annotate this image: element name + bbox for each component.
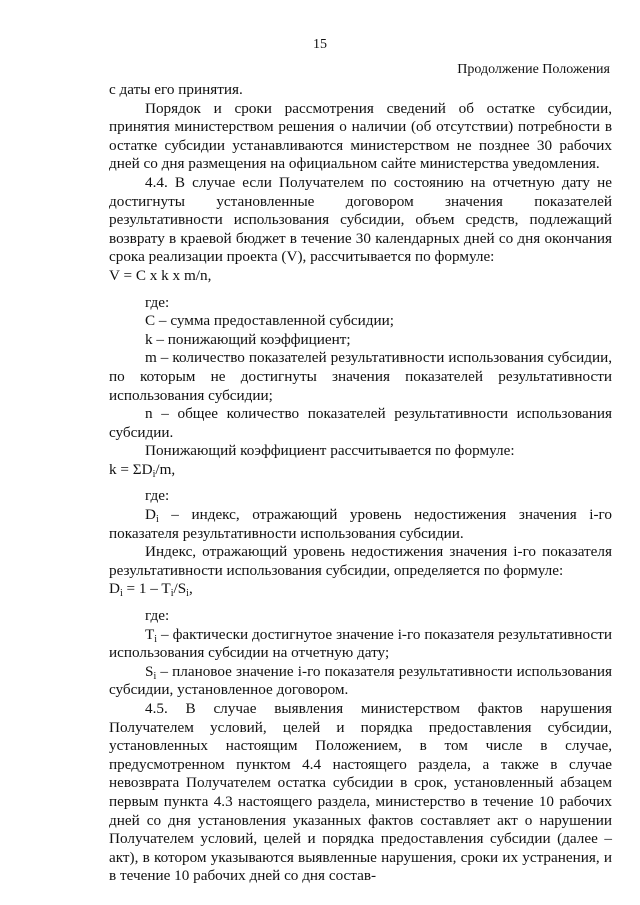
paragraph-review-order: Порядок и сроки рассмотрения сведений об остатке субсидии, принятия министерством решения о наличии (об отсутствии) потребности в остатке субсидии устанавливаются министерством не позднее 30 рабочих дней со дня размещения на официальном сайте министерства уведомления. — [109, 99, 612, 173]
definition-t-text: – фактически достигнутое значение i-го показателя результативности использования субсидии на отчетную дату; — [109, 625, 612, 662]
formula-k — [109, 461, 612, 480]
formula-d-mid: = 1 – T — [122, 580, 171, 598]
definition-t-subscript: i — [154, 633, 158, 645]
document-body — [109, 81, 612, 886]
running-header: Продолжение Положения — [457, 62, 610, 77]
definition-n: n – общее количество показателей результативности использования субсидии. — [109, 405, 612, 441]
definition-d-text: – индекс, отражающий уровень недостижения значения i-го показателя результативности использования субсидии. — [109, 506, 612, 542]
formula-v: V = C x k x m/n, — [109, 266, 212, 284]
definition-s-subscript: i — [153, 670, 157, 682]
paragraph-4-5: 4.5. В случае выявления министерством фактов нарушения Получателем условий, целей и порядка предоставления субсидии, установленных настоящим Положением, в том числе в случае, предусмотренном пунктом 4.4 настоящего раздела, а также в случае невозврата Получателем остатка субсидии в срок, установленный абзацем первым пункта 4.3 настоящего раздела, министерство в течение 10 рабочих дней со дня установления указанных фактов составляет акт о нарушении Получателем условий, целей и порядка предоставления субсидии (далее – акт), в котором указываются выявленные нарушения, сроки их устранения, и в течение 10 рабочих дней со дня состав- — [109, 700, 612, 885]
formula-k-main: k = ΣD — [109, 460, 153, 478]
definition-t-symbol: T — [145, 625, 155, 643]
paragraph-k-intro: Понижающий коэффициент рассчитывается по формуле: — [145, 442, 515, 460]
formula-d-end: , — [188, 580, 193, 598]
paragraph-4-4: 4.4. В случае если Получателем по состоянию на отчетную дату не достигнуты установленные договором значения показателей результативности использования субсидии, объем средств, подлежащий возврату в краевой бюджет в течение 30 календарных дней со дня окончания срока реализации проекта (V), рассчитывается по формуле: — [109, 173, 612, 266]
paragraph-continuation: с даты его принятия. — [109, 81, 243, 98]
paragraph-index: Индекс, отражающий уровень недостижения значения i-го показателя результативности использования субсидии, определяется по формуле: — [109, 543, 612, 579]
formula-k-subscript: i — [152, 468, 156, 480]
definition-s — [109, 663, 612, 700]
formula-d-symbol: D — [109, 580, 120, 598]
definition-d-symbol: D — [145, 506, 156, 524]
formula-s-subscript: i — [186, 588, 189, 600]
definition-s-text: – плановое значение i-го показателя результативности использования субсидии, установленное договором. — [109, 662, 612, 699]
definition-s-symbol: S — [145, 662, 154, 680]
page-number: 15 — [313, 37, 327, 52]
formula-t-subscript: i — [170, 588, 174, 600]
formula-d — [109, 580, 612, 599]
where-label-3: где: — [145, 607, 170, 625]
formula-d-slash: /S — [173, 580, 187, 598]
definition-c: C – сумма предоставленной субсидии; — [145, 312, 394, 330]
definition-d-subscript: i — [155, 514, 159, 526]
where-label-2: где: — [145, 487, 170, 505]
definition-k: k – понижающий коэффициент; — [145, 330, 351, 348]
definition-d — [109, 506, 612, 543]
definition-t — [109, 626, 612, 663]
where-label-1: где: — [145, 293, 170, 311]
definition-m: m – количество показателей результативности использования субсидии, по которым не достигнуты значения показателей результативности использования субсидии; — [109, 349, 612, 404]
formula-k-tail: /m, — [155, 460, 176, 478]
formula-d-subscript: i — [119, 588, 123, 600]
